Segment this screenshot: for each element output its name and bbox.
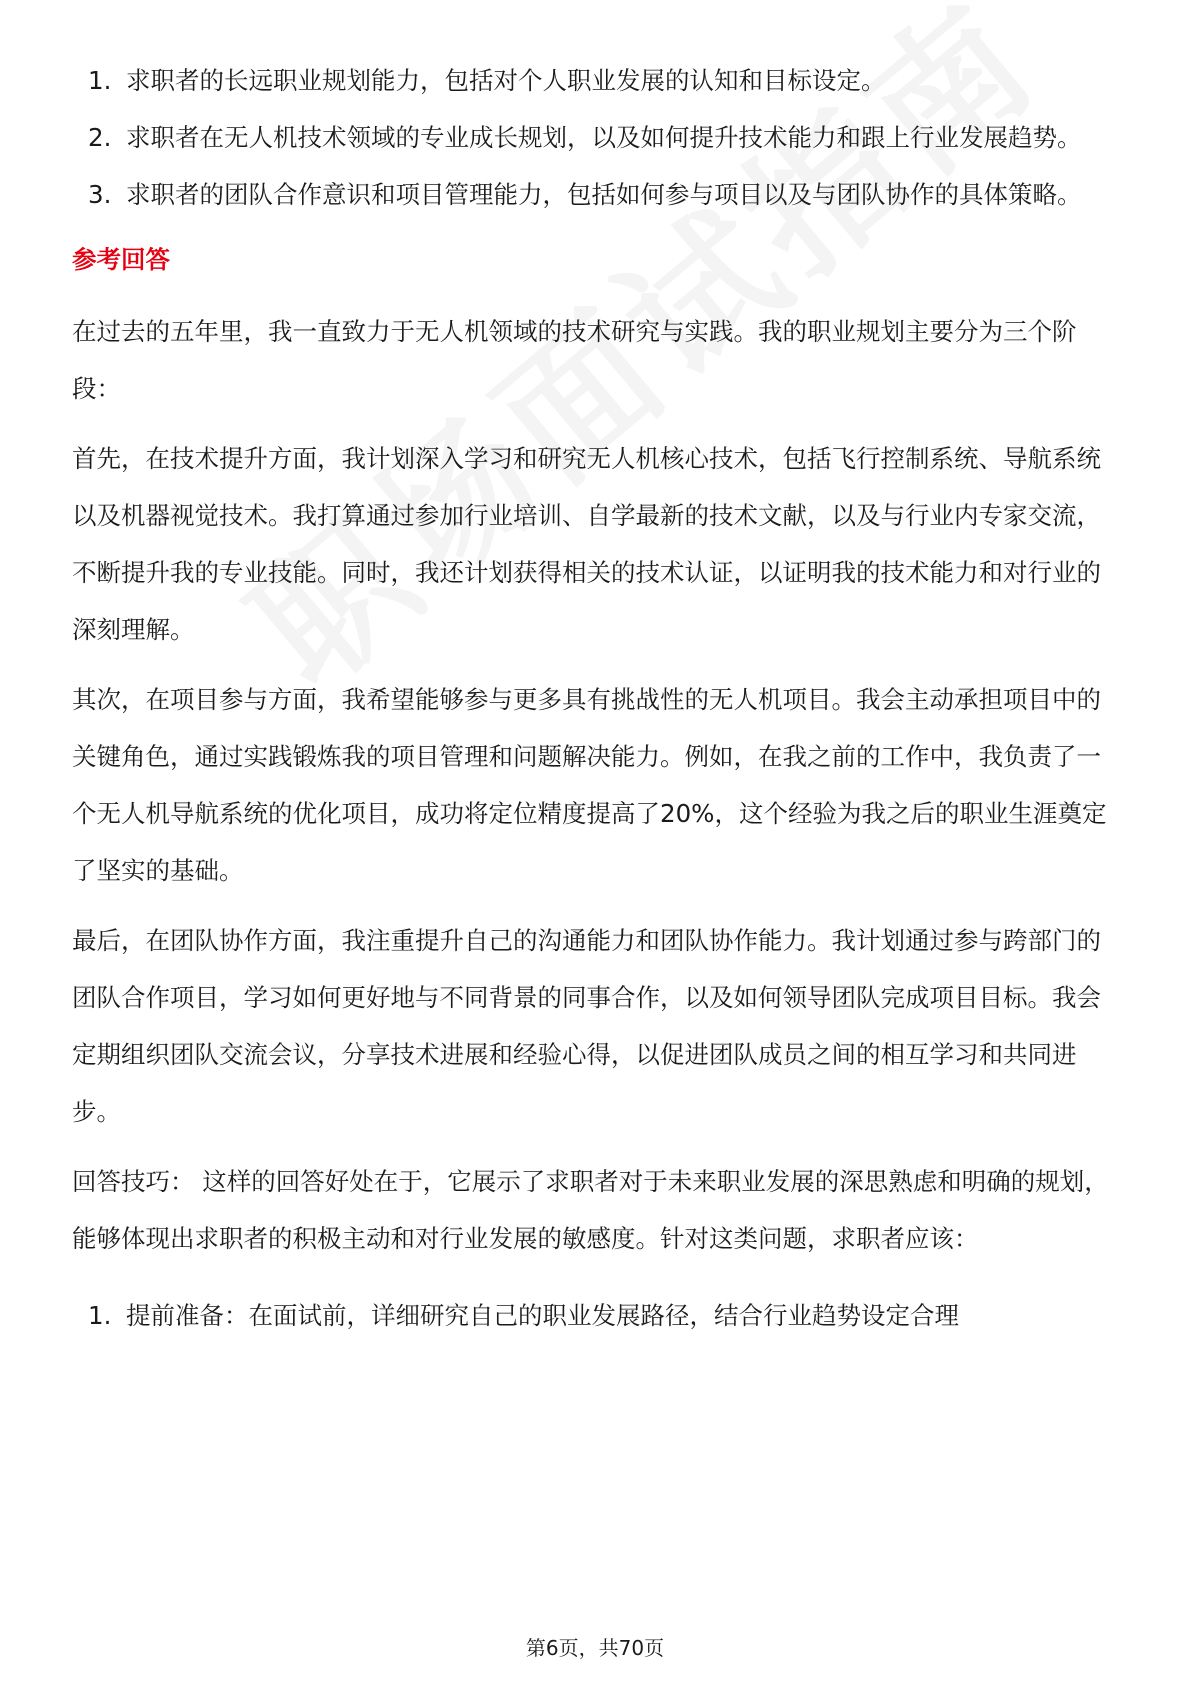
document-page xyxy=(72,52,1122,1344)
question-list xyxy=(72,52,1122,223)
reference-answer-heading: 参考回答 xyxy=(72,245,170,274)
list-item xyxy=(72,52,1122,109)
list-text: 求职者的长远职业规划能力，包括对个人职业发展的认知和目标设定。 xyxy=(126,66,886,95)
list-item xyxy=(72,109,1122,166)
tips-list xyxy=(72,1287,1122,1344)
list-number: 3. xyxy=(88,180,112,209)
list-number: 2. xyxy=(88,123,112,152)
list-text: 求职者在无人机技术领域的专业成长规划，以及如何提升技术能力和跟上行业发展趋势。 xyxy=(126,123,1082,152)
list-number: 1. xyxy=(88,1301,112,1330)
list-item xyxy=(72,1287,1122,1344)
list-item xyxy=(72,166,1122,223)
list-number: 1. xyxy=(88,66,112,95)
answer-tips-paragraph: 回答技巧： 这样的回答好处在于，它展示了求职者对于未来职业发展的深思熟虑和明确的规划，能够体现出求职者的积极主动和对行业发展的敏感度。针对这类问题，求职者应该： xyxy=(72,1167,1109,1253)
paragraph: 在过去的五年里，我一直致力于无人机领域的技术研究与实践。我的职业规划主要分为三个阶段： xyxy=(72,317,1077,403)
paragraph: 最后，在团队协作方面，我注重提升自己的沟通能力和团队协作能力。我计划通过参与跨部门的团队合作项目，学习如何更好地与不同背景的同事合作，以及如何领导团队完成项目目标。我会定期组织团队交流会议，分享技术进展和经验心得，以促进团队成员之间的相互学习和共同进步。 xyxy=(72,926,1101,1126)
list-text: 求职者的团队合作意识和项目管理能力，包括如何参与项目以及与团队协作的具体策略。 xyxy=(126,180,1082,209)
page-footer: 第6页，共70页 xyxy=(525,1636,665,1660)
list-text: 提前准备：在面试前，详细研究自己的职业发展路径，结合行业趋势设定合理 xyxy=(126,1301,959,1330)
paragraph: 首先，在技术提升方面，我计划深入学习和研究无人机核心技术，包括飞行控制系统、导航系统以及机器视觉技术。我打算通过参加行业培训、自学最新的技术文献，以及与行业内专家交流，不断提升我的专业技能。同时，我还计划获得相关的技术认证，以证明我的技术能力和对行业的深刻理解。 xyxy=(72,444,1101,644)
paragraph: 其次，在项目参与方面，我希望能够参与更多具有挑战性的无人机项目。我会主动承担项目中的关键角色，通过实践锻炼我的项目管理和问题解决能力。例如，在我之前的工作中，我负责了一个无人机导航系统的优化项目，成功将定位精度提高了20%，这个经验为我之后的职业生涯奠定了坚实的基础。 xyxy=(72,685,1107,885)
